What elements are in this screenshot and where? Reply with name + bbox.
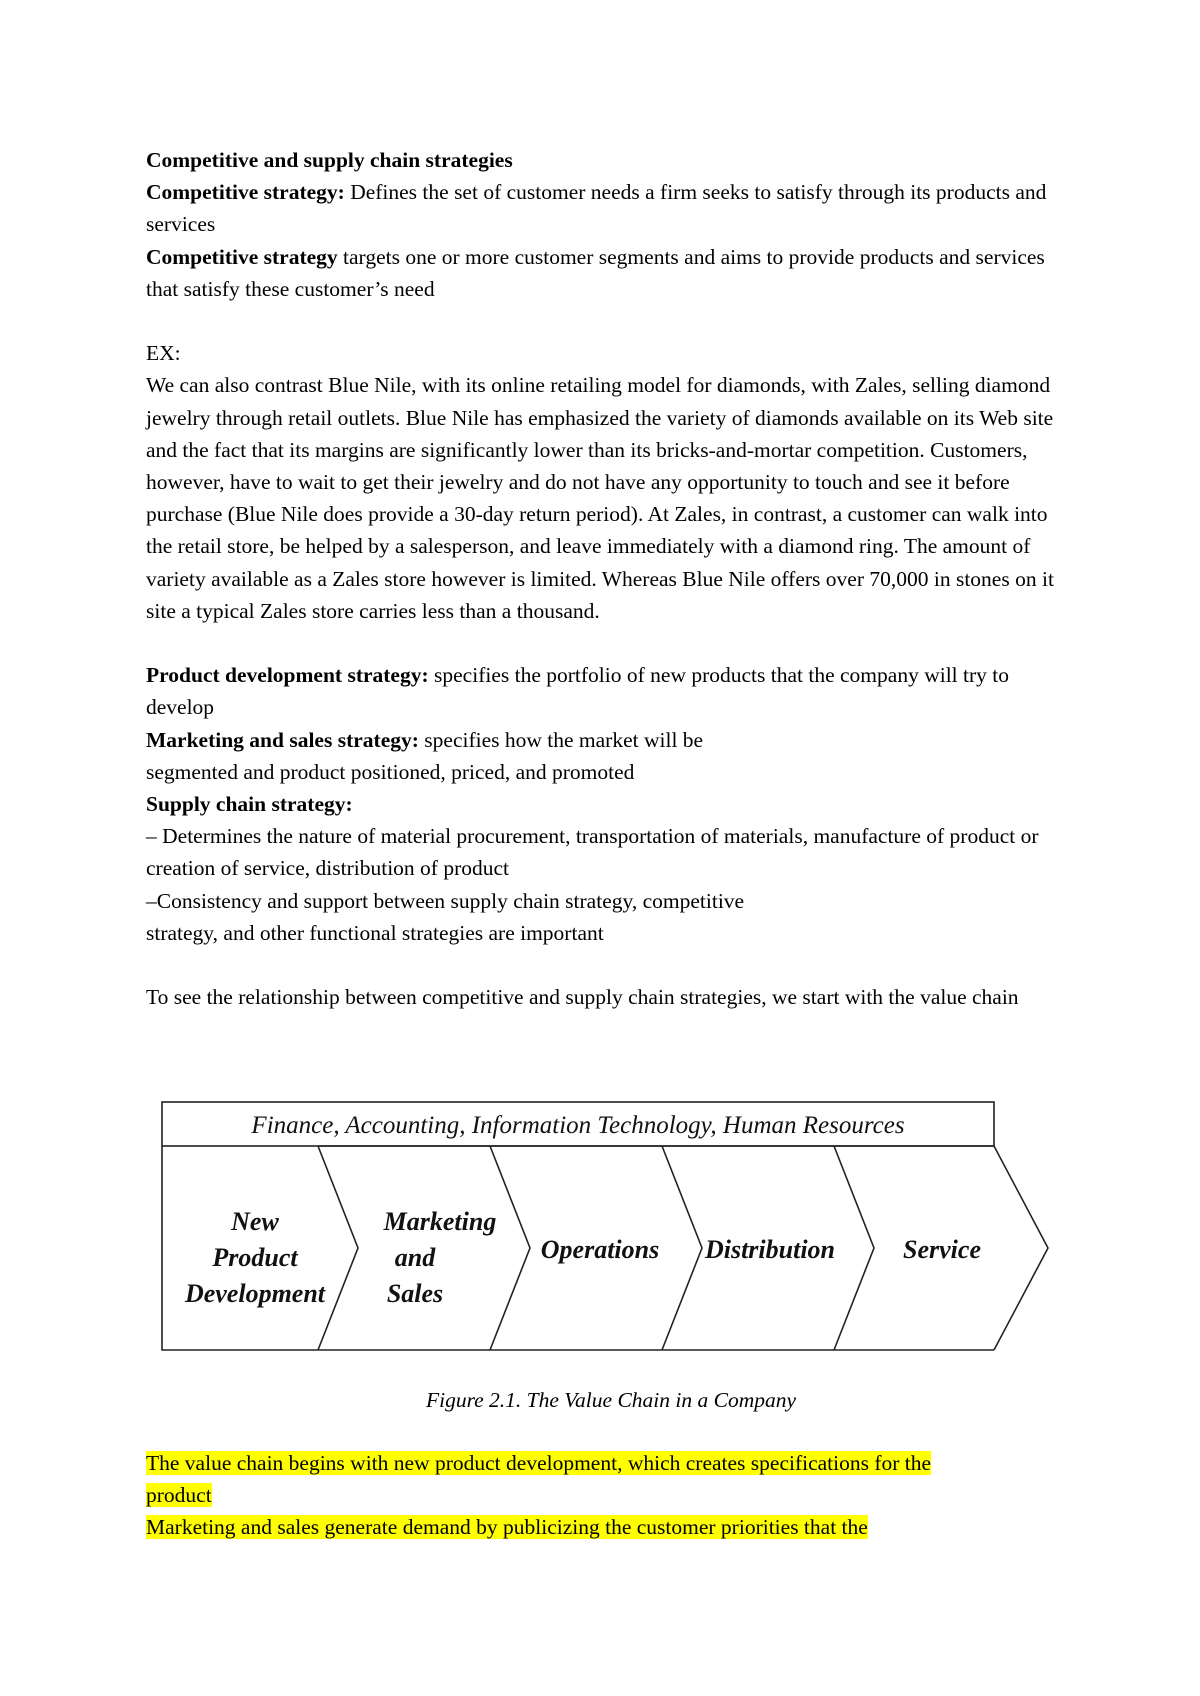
section-heading: Competitive and supply chain strategies (146, 148, 513, 172)
stage-new-product-development-line-1: New (231, 1207, 279, 1236)
value-chain-intro: To see the relationship between competitive and supply chain strategies, we start with the value chain (146, 985, 1019, 1010)
supply-chain-point-1: – Determines the nature of material procurement, transportation of materials, manufacture of product or creation of service, distribution of product (146, 824, 1039, 881)
spacer (146, 627, 1076, 659)
supply-chain-strategy-term: Supply chain strategy: (146, 792, 353, 817)
highlight-line-1: The value chain begins with new product development, which creates specifications for the (146, 1451, 932, 1475)
chevron-divider-2 (490, 1146, 530, 1350)
stage-operations: Operations (540, 1235, 660, 1264)
term-product-development: Product development strategy: (146, 663, 429, 688)
highlight-line-3: Marketing and sales generate demand by publicizing the customer priorities that the (146, 1515, 868, 1540)
stage-marketing-sales-line-2: and (394, 1243, 436, 1272)
marketing-sales-strategy-cont: segmented and product positioned, priced, and promoted (146, 759, 635, 784)
chevron-divider-4 (834, 1146, 874, 1350)
term-competitive-strategy: Competitive strategy: (146, 180, 345, 205)
supply-chain-point-2-cont: strategy, and other functional strategies are important (146, 920, 604, 945)
stage-new-product-development-line-3: Development (184, 1279, 326, 1308)
chevron-end-point (994, 1146, 1048, 1350)
example-body: We can also contrast Blue Nile, with its online retailing model for diamonds, with Zales, selling diamond jewelry through retail outlets. Blue Nile has emphasized the variety of diamonds available on its Web site and the fact that its margins are significantly lower than its bricks-and-mortar competition. Customers, however, have to wait to get their jewelry and do not have any opportunity to touch and see it before purchase (Blue Nile does provide a 30-day return period). At Zales, in contrast, a customer can walk into the retail store, be helped by a salesperson, and leave immediately with a diamond ring. The amount of variety available as a Zales store however is limited. Whereas Blue Nile offers over 70,000 in stones on it site a typical Zales store carries less than a thousand. (146, 373, 1054, 623)
stage-marketing-sales-line-1: Marketing (383, 1207, 497, 1236)
term-competitive-strategy-2: Competitive strategy (146, 244, 338, 269)
product-development-strategy: Product development strategy: specifies the portfolio of new products that the company will try to develop (146, 663, 1010, 720)
highlight-line-2: product (146, 1483, 212, 1508)
stage-distribution: Distribution (704, 1235, 836, 1264)
highlighted-notes (146, 1447, 1076, 1544)
figure-caption: Figure 2.1. The Value Chain in a Company (425, 1388, 797, 1412)
stage-service: Service (903, 1235, 981, 1264)
stage-new-product-development-line-2: Product (212, 1243, 298, 1272)
competitive-strategy-targets: Competitive strategy targets one or more customer segments and aims to provide products and services that satisfy these customer’s need (146, 244, 1045, 301)
competitive-strategy-definition: Competitive strategy: Defines the set of customer needs a firm seeks to satisfy through its products and services (146, 180, 1047, 237)
chevron-divider-1 (318, 1146, 358, 1350)
spacer (146, 305, 1076, 337)
example-label: EX: (146, 341, 181, 366)
support-activities-label: Finance, Accounting, Information Technology, Human Resources (251, 1112, 905, 1139)
supply-chain-point-2: –Consistency and support between supply chain strategy, competitive (146, 888, 745, 913)
spacer (146, 949, 1076, 981)
value-chain-figure (160, 1098, 1060, 1358)
stage-marketing-sales-line-3: Sales (386, 1279, 444, 1308)
document-body (146, 144, 1076, 1013)
marketing-sales-strategy: Marketing and sales strategy: specifies how the market will be (146, 727, 704, 752)
chevron-divider-3 (662, 1146, 702, 1350)
term-marketing-sales: Marketing and sales strategy: (146, 727, 419, 752)
